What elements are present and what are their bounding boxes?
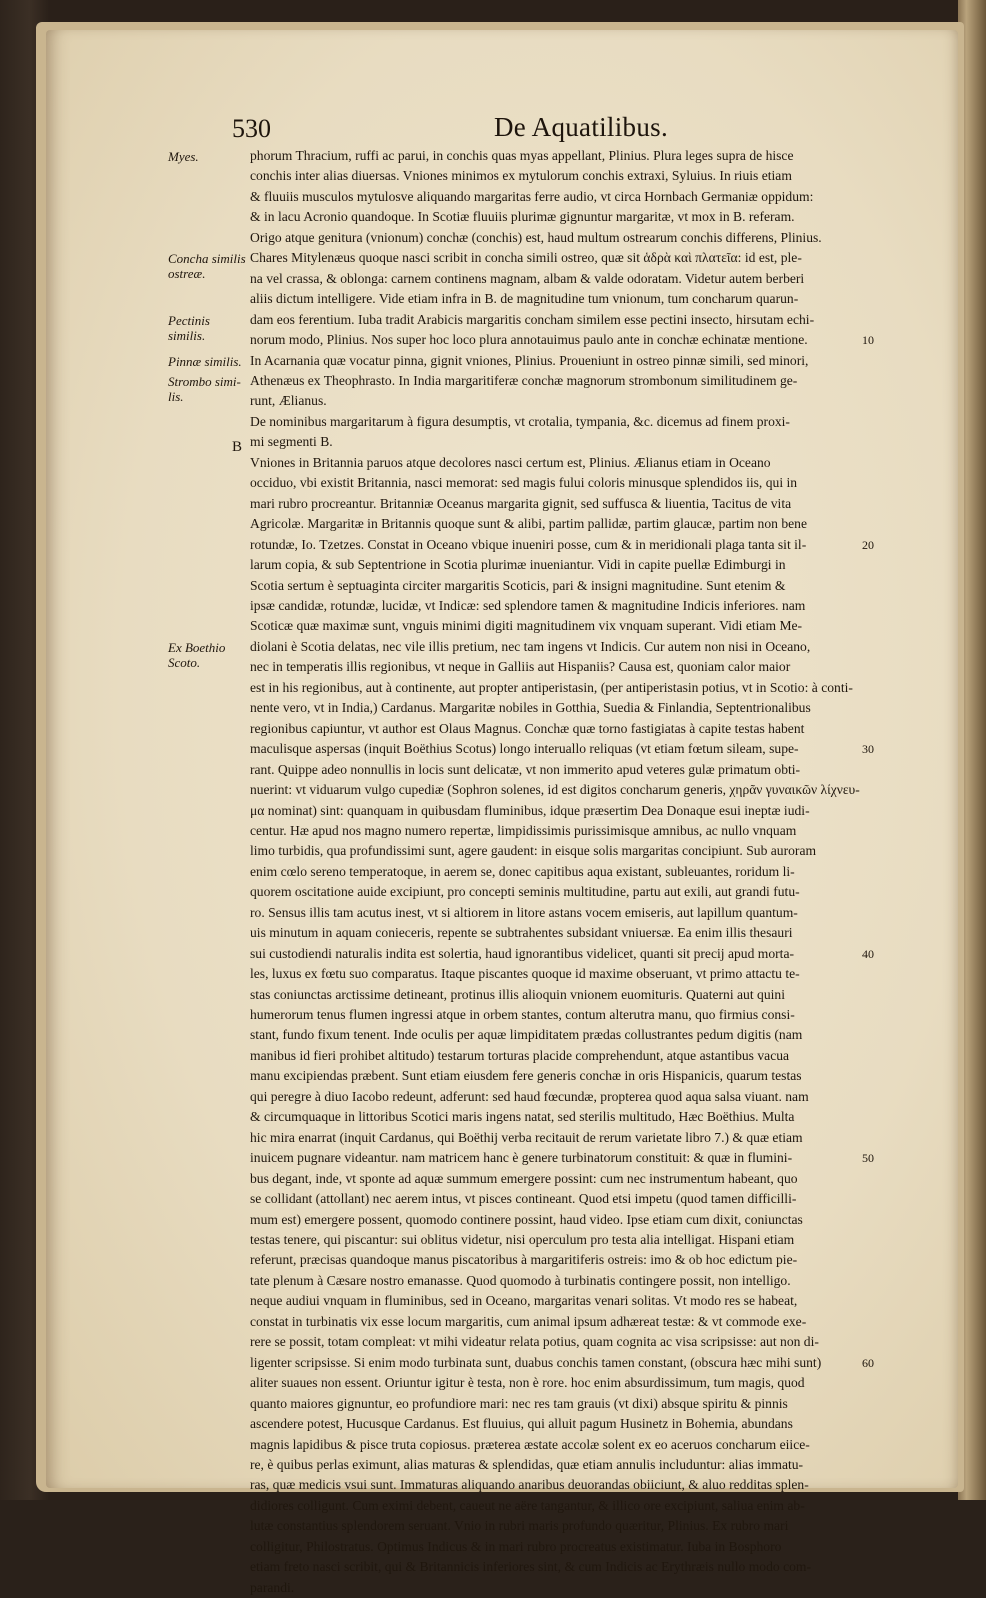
text-line: Chares Mitylenæus quoque nasci scribit in concha simili ostreo, quæ sit ἁδρὰ καὶ πλατεῖα: id est, ple- xyxy=(250,250,802,266)
text-line: manibus id fieri prohibet altitudo) testarum torturas placide comprehendunt, atque astantibus vacua xyxy=(250,1047,790,1063)
text-line: neque audiui vnquam in fluminibus, sed in Oceano, margaritas venari solitas. Vt modo res se habeat, xyxy=(250,1293,798,1309)
text-line: De nominibus margaritarum à figura desumptis, vt crotalia, tympania, &c. dicemus ad finem proxi- xyxy=(250,413,790,429)
text-line: Scotia sertum è septuaginta circiter margaritis Scoticis, pari & insigni magnitudine. Sunt etenim & xyxy=(250,577,786,593)
text-line: hic mira enarrat (inquit Cardanus, qui Boëthij verba recitauit de rerum varietate libro 7.) & quæ etiam xyxy=(250,1129,803,1145)
text-line: colligitur, Philostratus. Optimus Indicus & in mari rubro procreatus existimatur. Iuba in Bosphoro xyxy=(250,1538,782,1554)
text-line: runt, Ælianus. xyxy=(250,393,327,409)
text-line: centur. Hæ apud nos magno numero repertæ, limpidissimis purissimisque amnibus, ac nullo vnquam xyxy=(250,822,797,838)
text-line: est in his regionibus, aut à continente, aut propter antiperistasin, (per antiperistasin potius, vt in Scotio: à conti- xyxy=(250,679,853,695)
section-letter: B xyxy=(232,438,243,455)
text-line: testas tenere, qui piscantur: sui oblitus videtur, nisi operculum pro testa alia intelligat. Hispani etiam xyxy=(250,1232,795,1248)
margin-note: Strombo simi-lis. xyxy=(168,373,241,404)
text-line: stant, fundo fixum tenent. Inde oculis per aquæ limpiditatem prædas collustrantes pedum digitis (nam xyxy=(250,1027,803,1043)
line-number: 20 xyxy=(862,537,874,552)
running-title: De Aquatilibus. xyxy=(494,112,668,142)
text-line: stas coniunctas arctissime detineant, protinus illis alioquin vnionem euomituris. Quaterni aut quini xyxy=(250,986,785,1002)
text-line: conchis inter alias diuersas. Vniones minimos ex mytulorum conchis extraxi, Syluius. In riuis etiam xyxy=(250,168,792,184)
text-line: quorem oscitatione auide excipiunt, pro concepti seminis multitudine, partu aut exili, aut grandi futu- xyxy=(250,884,800,900)
text-line: rere se possit, totam compleat: vt mihi videatur relata potius, quam cognita ac visa scripsisse: aut non di- xyxy=(250,1334,819,1350)
text-line: se collidant (attollant) nec aerem intus, vt pisces contineant. Quod etsi impetu (quod tamen difficilli- xyxy=(250,1191,797,1207)
text-line: sui custodiendi naturalis indita est solertia, haud ignorantibus videlicet, quanti sit precij apud morta- xyxy=(250,945,795,961)
text-line: lutæ constantius splendorem seruant. Vnio in rubri maris profundo quæritur, Plinius. Ex rubro mari xyxy=(250,1518,789,1534)
text-line: inuicem pugnare videantur. nam matricem hanc è genere turbinatorum constituit: & quæ in flumini- xyxy=(250,1150,793,1166)
text-line: mari rubro procreantur. Britanniæ Oceanus margarita gignit, sed suffusca & liuentia, Tacitus de vita xyxy=(250,495,792,511)
text-line: ascendere potest, Hucusque Cardanus. Est fluuius, qui alluit pagum Husinetz in Bohemia, abundans xyxy=(250,1416,793,1432)
text-line: maculisque aspersas (inquit Boëthius Scotus) longo interuallo reliquas (vt etiam fœtum sileam, supe- xyxy=(250,741,799,757)
text-line: μα nominat) sint: quanquam in quibusdam fluminibus, idque præsertim Dea Donaque esui ineptæ iudi- xyxy=(250,802,810,818)
text-line: les, luxus ex fœtu suo comparatus. Itaque piscantes quoque id maxime obseruant, vt primo attactu te- xyxy=(250,966,800,982)
text-line: nuerint: vt viduarum vulgo cupediæ (Sophron solenes, id est digitos concharum generis, χηρᾶν γυναικῶν λίχνευ- xyxy=(250,782,860,798)
text-line: referunt, præcisas quandoque manus piscatoribus à margaritiferis ostreis: imo & ob hoc edictum pie- xyxy=(250,1252,798,1268)
text-line: nente vero, vt in India,) Cardanus. Margaritæ nobiles in Gotthia, Suedia & Finlandia, Septentrionalibus xyxy=(250,700,811,716)
margin-note: Ex Boethio Scoto. xyxy=(168,639,226,670)
text-line: ro. Sensus illis tam acutus inest, vt si altiorem in litore astans vocem emiseris, aut lapillum quantum- xyxy=(250,904,798,920)
text-line: Origo atque genitura (vnionum) conchæ (conchis) est, haud multum ostrearum conchis differens, Plinius. xyxy=(250,229,822,245)
line-number: 40 xyxy=(862,946,874,961)
text-line: nec in temperatis illis regionibus, vt neque in Galliis aut Hispaniis? Causa est, quoniam calor maior xyxy=(250,659,791,675)
text-line: humerorum tenus flumen ingressi atque in orbem stantes, contum alterutra manu, quo firmius consi- xyxy=(250,1007,795,1023)
text-line: diolani è Scotia delatas, nec vile illis pretium, nec tam ingens vt Indicis. Cur autem non nisi in Oceano, xyxy=(250,638,811,654)
text-line: dam eos ferentium. Iuba tradit Arabicis margaritis concham similem esse pectini insecto, hirsutam echi- xyxy=(250,311,815,327)
text-line: Athenæus ex Theophrasto. In India margaritiferæ conchæ magnorum strombonum similitudinem ge- xyxy=(250,372,798,388)
text-line: ras, quæ medicis vsui sunt. Immaturas aliquando anaribus deuorandas obiiciunt, & aluo redditas splen- xyxy=(250,1477,809,1493)
text-line: phorum Thracium, ruffi ac parui, in conchis quas myas appellant, Plinius. Plura leges supra de hisce xyxy=(250,148,794,163)
text-line: parandi. xyxy=(250,1579,295,1595)
text-line: limo turbidis, qua profundissimi sunt, agere gaudent: in eisque solis margaritas concipiunt. Sub auroram xyxy=(250,843,817,859)
text-line: etiam freto nasci scribit, qui & Britannicis inferiores sint, & cum Indicis ac Erythræis nullo modo com- xyxy=(250,1559,812,1575)
text-line: rotundæ, Io. Tzetzes. Constat in Oceano vbique inueniri posse, cum & in meridionali plaga tanta sit il- xyxy=(250,536,807,552)
margin-note: Myes. xyxy=(168,149,199,164)
text-line: magnis lapidibus & pisce truta copiosus. præterea æstate accolæ solent ex eo aceruos concharum eiice- xyxy=(250,1436,810,1452)
text-line: aliis dictum intelligere. Vide etiam infra in B. de magnitudine tum vnionum, tum concharum quarun- xyxy=(250,291,799,307)
text-line: larum copia, & sub Septentrione in Scotia plurimæ inueniantur. Vidi in capite puellæ Edimburgi in xyxy=(250,557,786,573)
text-line: manu excipiendas præbent. Sunt etiam eiusdem fere generis conchæ in oris Hispanicis, quarum testas xyxy=(250,1068,802,1084)
text-line: norum modo, Plinius. Nos super hoc loco plura annotauimus paulo ante in conchæ echinatæ mentione. xyxy=(250,332,808,348)
text-line: quanto maiores gignuntur, eo profundiore mari: nec res tam grauis (vt dixi) absque spiritu & pinnis xyxy=(250,1395,788,1411)
text-line: Vniones in Britannia paruos atque decolores nasci certum est, Plinius. Ælianus etiam in Oceano xyxy=(250,454,771,470)
text-line: rant. Quippe adeo nonnullis in locis sunt delicatæ, vt non immerito apud veteres gulæ primatum obti- xyxy=(250,761,801,777)
text-line: aliter suaues non essent. Oriuntur igitur è testa, non è rore. hoc enim absurdissimum, tum magis, quod xyxy=(250,1375,805,1391)
page-number: 530 xyxy=(232,114,271,143)
text-line: qui peregre à diuo Iacobo redeunt, adferunt: sed haud fœcundæ, propterea quod aqua salsa viuant. nam xyxy=(250,1088,809,1104)
text-line: uis minutum in aquam conieceris, repente se subtrahentes subsidant vniuersæ. Ea enim illis thesauri xyxy=(250,925,793,941)
text-line: & circumquaque in littoribus Scotici maris ingens natat, sed sterilis multitudo, Hæc Boëthius. Multa xyxy=(250,1109,795,1125)
text-line: mum est) emergere possent, quomodo continere possint, haud video. Ipse etiam cum dixit, coniunctas xyxy=(250,1211,803,1227)
line-number: 30 xyxy=(862,742,874,757)
text-line: tate plenum à Cæsare nostro emanasse. Quod quomodo à turbinatis contingere possit, non intelligo. xyxy=(250,1272,791,1288)
text-line: re, è quibus perlas eximunt, alias maturas & splendidas, quæ etiam annulis includuntur: alias immatu- xyxy=(250,1457,804,1472)
text-line: regionibus capiuntur, vt author est Olaus Magnus. Conchæ quæ torno fastigiatas à capite testas habent xyxy=(250,720,805,736)
text-line: ipsæ candidæ, rotundæ, lucidæ, vt Indicæ: sed splendore tamen & magnitudine Indicis inferiores. nam xyxy=(250,597,806,613)
margin-note: Pectinis similis. xyxy=(168,312,210,343)
text-line: enim cœlo sereno temperatoque, in aerem se, donec capitibus aqua existant, subleuantes, roridum li- xyxy=(250,863,795,879)
text-line: occiduo, vbi existit Britannia, nasci memorat: sed magis fului coloris minusque splendidos iis, qui in xyxy=(250,475,798,491)
text-line: & in lacu Acronio quandoque. In Scotiæ fluuiis plurimæ gignuntur margaritæ, vt mox in B. referam. xyxy=(250,209,795,225)
text-line: constat in turbinatis vix esse locum margaritis, cum animal ipsum adhæreat testæ: & vt commode exe- xyxy=(250,1313,807,1329)
text-line: Scoticæ quæ maximæ sunt, vnguis minimi digiti magnitudinem vix vnquam superant. Vidi etiam Me- xyxy=(250,618,803,634)
text-line: didiores colligunt. Cum eximi debent, caueut ne aëre tangantur, & illico ore excipiunt, saliua enim ab- xyxy=(250,1497,805,1513)
text-line: Agricolæ. Margaritæ in Britannis quoque sunt & alibi, partim pallidæ, partim glaucæ, partim non bene xyxy=(250,516,808,532)
line-number: 60 xyxy=(862,1355,874,1370)
text-line: na vel crassa, & oblonga: carnem continens magnam, albam & valde odoratam. Videtur autem berberi xyxy=(250,270,805,286)
text-line: & fluuiis musculos mytulosve aliquando margaritas ferre audio, vt circa Hornbach Germaniæ oppidum: xyxy=(250,188,814,204)
main-text-block xyxy=(250,146,860,1598)
margin-note: Concha similis ostreæ. xyxy=(168,251,246,282)
line-number: 10 xyxy=(862,333,874,348)
line-number: 50 xyxy=(862,1151,874,1166)
page-header xyxy=(232,112,932,144)
margin-note: Pinnæ similis. xyxy=(168,353,242,369)
text-line: In Acarnania quæ vocatur pinna, gignit vniones, Plinius. Proueniunt in ostreo pinnæ simili, sed minori, xyxy=(250,352,809,368)
text-line: bus degant, inde, vt sponte ad aquæ summum emergere possint: cum nec instrumentum habeant, quo xyxy=(250,1170,798,1186)
text-line: ligenter scripsisse. Si enim modo turbinata sunt, duabus conchis tamen constant, (obscura hæc mihi sunt) xyxy=(250,1354,822,1370)
text-line: mi segmenti B. xyxy=(250,434,333,450)
